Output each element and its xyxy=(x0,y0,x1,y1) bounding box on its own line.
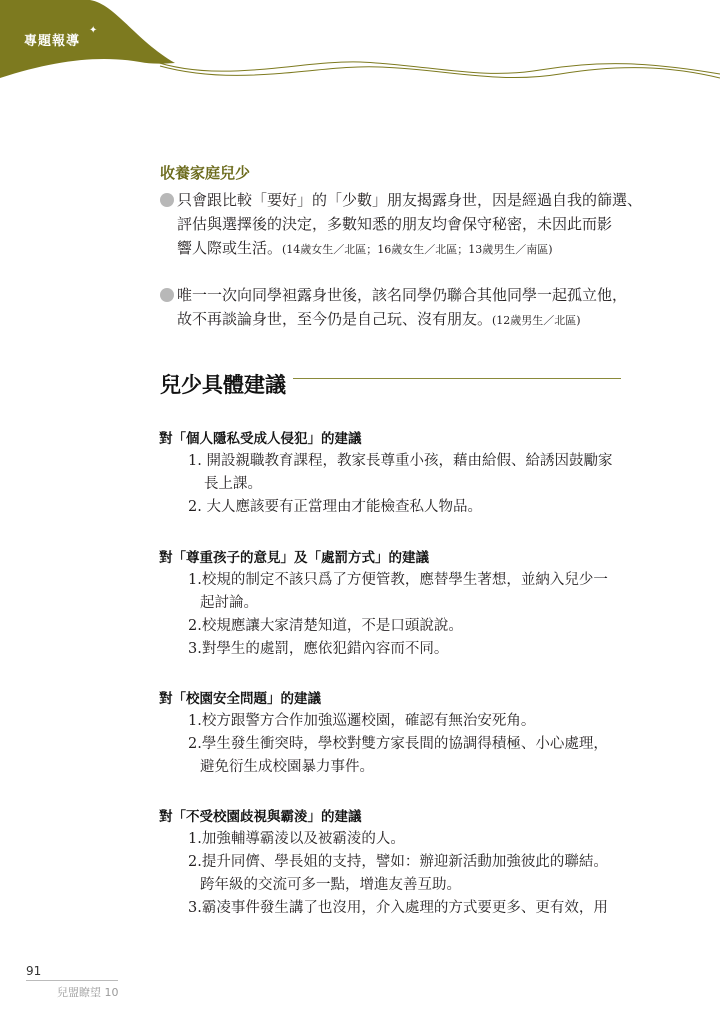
group-title: 對「不受校園歧視與霸淩」的建議 xyxy=(159,809,362,825)
quote-line: 故不再談論身世，至今仍是自己玩、沒有朋友。 xyxy=(177,310,493,328)
list-item: 1. 開設親職教育課程，教家長尊重小孩，藉由給假、給誘因鼓勵家 xyxy=(188,453,613,469)
bullet-icon xyxy=(160,193,174,207)
quote-source: (12歲男生／北區) xyxy=(492,314,581,327)
list-item: 1.加強輔導霸淩以及被霸淩的人。 xyxy=(188,831,405,847)
quote-line: 評估與選擇後的決定，多數知悉的朋友均會保守秘密，未因此而影 xyxy=(177,215,613,233)
quote-line: 只會跟比較「要好」的「少數」朋友揭露身世，因是經過自我的篩選、 xyxy=(177,191,643,209)
page-number: 91 xyxy=(26,964,42,978)
list-item-continued: 長上課。 xyxy=(204,476,262,492)
group-title: 對「尊重孩子的意見」及「處罰方式」的建議 xyxy=(159,550,429,566)
list-item-continued: 跨年級的交流可多一點，增進友善互助。 xyxy=(200,877,461,893)
list-item-continued: 避免衍生成校園暴力事件。 xyxy=(200,759,374,775)
section-title-rule xyxy=(293,378,621,379)
quote-1 xyxy=(160,188,643,262)
header-banner-wave xyxy=(0,0,720,80)
list-item: 2.校規應讓大家清楚知道，不是口頭說說。 xyxy=(188,618,463,634)
foster-heading: 收養家庭兒少 xyxy=(160,164,251,182)
group-title: 對「個人隱私受成人侵犯」的建議 xyxy=(159,431,362,447)
footer-divider xyxy=(26,980,118,981)
quote-line: 響人際或生活。 xyxy=(177,239,283,257)
list-item: 1.校規的制定不該只爲了方便管教，應替學生著想，並納入兒少一 xyxy=(188,572,608,588)
list-item-continued: 起討論。 xyxy=(200,595,258,611)
quote-source: (14歲女生／北區；16歲女生／北區；13歲男生／南區) xyxy=(282,243,553,256)
bullet-icon xyxy=(160,288,174,302)
list-item: 3.對學生的處罰，應依犯錯內容而不同。 xyxy=(188,641,449,657)
list-item: 2.學生發生衝突時，學校對雙方家長間的協調得積極、小心處理， xyxy=(188,736,608,752)
section-label: 專題報導 xyxy=(24,34,81,49)
list-item: 1.校方跟警方合作加強巡邏校園，確認有無治安死角。 xyxy=(188,713,536,729)
quote-2 xyxy=(160,283,640,333)
section-title: 兒少具體建議 xyxy=(160,373,286,397)
list-item: 2. 大人應該要有正當理由才能檢查私人物品。 xyxy=(188,499,482,515)
group-title: 對「校園安全問題」的建議 xyxy=(159,691,321,707)
magazine-name: 兒盟瞭望 10 xyxy=(57,986,119,999)
list-item: 2.提升同儕、學長姐的支持，譬如：辦迎新活動加強彼此的聯結。 xyxy=(188,854,608,870)
list-item: 3.霸凌事件發生講了也沒用，介入處理的方式要更多、更有效，用 xyxy=(188,900,608,916)
quote-line: 唯一一次向同學袒露身世後，該名同學仍聯合其他同學一起孤立他， xyxy=(177,286,628,304)
star-icon: ✦ xyxy=(89,25,98,36)
